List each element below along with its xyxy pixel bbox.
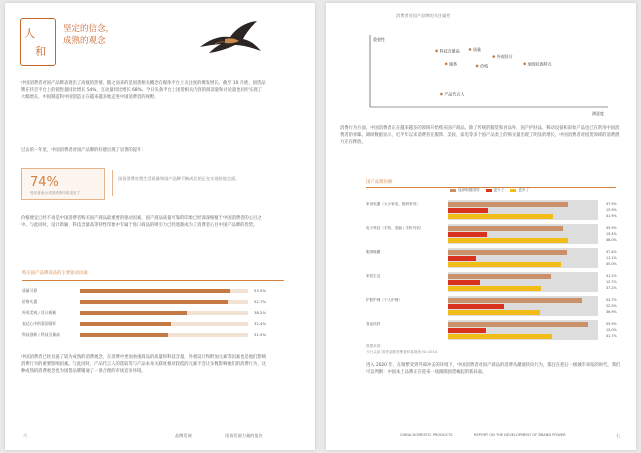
section-title-line-1: 坚定的信念，	[63, 24, 115, 34]
share-bar-value: 41.1%	[606, 274, 617, 278]
share-bar-value: 47.9%	[606, 202, 617, 206]
share-bar-value: 15.9%	[606, 208, 617, 212]
source-label: 数据来源：	[366, 344, 384, 348]
share-group-label: 家居生活	[366, 274, 381, 278]
drivers-chart-heading: 购买国产品牌商品的主要驱动因素	[22, 271, 88, 276]
share-group-label: 服饰鞋帽	[366, 250, 381, 254]
share-bar-value: 47.4%	[606, 250, 617, 254]
legend-swatch	[510, 189, 516, 192]
driver-bar-track	[80, 311, 248, 315]
share-bar-value: 15.0%	[606, 328, 617, 332]
share-bar	[448, 322, 588, 327]
share-bar	[448, 274, 551, 279]
scatter-point	[492, 55, 495, 58]
share-bar	[448, 232, 487, 237]
driver-bar-label: 科技创新 / 科技含量高	[22, 332, 60, 337]
share-bar	[448, 334, 552, 339]
scatter-point	[476, 65, 479, 68]
drivers-chart-rule	[22, 280, 284, 281]
section-title-line-2: 成熟的观念	[63, 36, 106, 46]
share-chart-legend	[444, 188, 529, 193]
legend-swatch	[450, 189, 456, 192]
driver-bar-row	[22, 320, 282, 329]
share-bar	[448, 328, 486, 333]
scatter-point	[523, 63, 526, 66]
driver-bar-fill	[80, 322, 171, 326]
share-bar-value: 41.7%	[606, 334, 617, 338]
share-bar-value: 11.1%	[606, 256, 617, 260]
share-bar	[448, 280, 480, 285]
scatter-point-label: 科技含量高	[439, 48, 460, 54]
swallow-illustration	[195, 17, 265, 57]
share-bar-value: 53.7%	[606, 298, 617, 302]
section-title	[63, 23, 114, 47]
left-page	[5, 3, 315, 450]
right-paragraph-1: 消费行为方面，中国消费者正在越来越多的领域开始购买国产商品。除了传统的服装和食品外，国产护肤品、移动设备和彩妆产品也已在常用中国消费者的青睐。调研数据显示，近半年以来消费者在服饰、美妆、家电等多个国产品类上的购买量出现了明显的增长，中国消费者对国货领域的消费潜力正在释放。	[340, 126, 620, 145]
title-seal	[20, 18, 56, 66]
share-bar	[448, 298, 582, 303]
share-bar	[448, 226, 563, 231]
share-bar-value: 37.2%	[606, 286, 617, 290]
share-group-label: 护肤护理（个人护理）	[366, 298, 402, 302]
share-group-label: 电子科技（手机、电脑 / 手机耳机）	[366, 226, 424, 230]
driver-bar-track	[80, 322, 248, 326]
driver-bar-label: 质量可靠	[22, 288, 38, 293]
share-bar	[448, 262, 561, 267]
footer-right-mid: REPORT ON THE DEVELOPMENT OF BRAND POWER	[474, 433, 566, 437]
scatter-x-axis-label: 满意度	[592, 111, 604, 116]
right-page	[326, 3, 636, 450]
scatter-point	[435, 50, 438, 53]
share-bar-value: 15.4%	[606, 232, 617, 236]
scatter-point-label: 外观设计	[496, 54, 513, 60]
scatter-point-label: 展现民族特点	[527, 61, 552, 67]
paragraph-4: 中国消费者已经具备了较为成熟的消费观念，在消费中更加看重商品的质量和科技含量，外观设计和附加元素等因素也是他们影响消费行为的重要影响因素。与此同时，产品代言人的选取等与产品本身关联度相对较低的元素不会让多数影响他们的消费行为，这种成熟的消费观念也为国货品牌铺通了一条合理的市场竞争环境。	[21, 355, 266, 374]
share-bar-value: 12.7%	[606, 280, 617, 284]
driver-bar-row	[22, 287, 282, 296]
stat-label: 受访者表示对国货的印象变好了	[30, 191, 81, 195]
share-bar-value: 22.5%	[606, 304, 617, 308]
share-bar-value: 45.9%	[606, 226, 617, 230]
stat-divider	[112, 170, 113, 196]
driver-bar-row	[22, 309, 282, 318]
driver-bar-value: 38.2%	[254, 310, 267, 315]
share-group-label: 食品饮料	[366, 322, 381, 326]
scatter-point	[445, 63, 448, 66]
scatter-y-axis-label: 重要性	[373, 37, 385, 42]
share-chart-heading: 国产品牌份额	[366, 180, 393, 185]
legend-label: 选择相继国货	[458, 188, 480, 192]
paragraph-3: 价格便宜已经不再是中国消费者购买国产商品最重要的驱动因素，国产商品质量可靠的印象已经深深根植于中国消费者的心目之中。与此同时，设计新颖、科技含量高等特性印象中专属于进口商品的吸引力已经逐渐成为了消费者心目中国产品牌的优势。	[21, 216, 262, 228]
share-bar	[448, 214, 553, 219]
scatter-point	[440, 93, 443, 96]
driver-bar-row	[22, 298, 282, 307]
driver-bar-label: 表达心中的爱国情怀	[22, 321, 57, 326]
share-bar-value: 48.0%	[606, 238, 617, 242]
paragraph-1: 中国消费者对国产品牌表现出了高涨的热情，随之而来的是国货相关概念在媒体平台上关注度的爆发增长。截至 10 月底，国货品牌在抖音平台上的销售量同比增长 54%，互动量同比增长 68%。今日头条平台上国货相关内容的阅读量和讨论量也同步实现了大幅增长，中国制造和中国创造正在越来越多地走进中国消费者的视野。	[21, 81, 266, 100]
driver-bar-label: 价格实惠	[22, 299, 38, 304]
attribute-scatter-chart	[340, 27, 610, 119]
share-bar	[448, 238, 568, 243]
driver-bar-value: 52.7%	[254, 299, 267, 304]
scatter-point-label: 质量	[472, 46, 481, 52]
share-bar	[448, 304, 504, 309]
scatter-point-label: 产品代言人	[444, 91, 465, 97]
title-seal-char-1: 人	[24, 27, 35, 40]
driver-bar-track	[80, 289, 248, 293]
driver-bar-track	[80, 333, 248, 337]
stat-callout	[21, 168, 105, 200]
driver-bar-fill	[80, 300, 228, 304]
right-paragraph-2: 进入 2020 年，在频繁受到外部冲击的环境下，中国消费者对国产商品的消费从潮流转向行为，都注在把后一级城市来临的时代，我们可以判断：中国本土品牌正在迎来一场跟随国货崛起的新局面。	[366, 363, 621, 375]
share-bar-value: 55.9%	[606, 322, 617, 326]
share-bar	[448, 202, 568, 207]
paragraph-2: 过去的一年里，中国消费者对国产品牌的好感出现了显著的提升：	[21, 148, 146, 153]
legend-swatch	[486, 189, 492, 192]
share-bar-value: 41.9%	[606, 214, 617, 218]
page-number-left: 六	[23, 433, 28, 438]
source-text: 今日头条 国货品牌消费者问卷调查 N=1014	[366, 350, 438, 354]
footer-left-right: 国货发展力量的报告	[225, 433, 263, 438]
page-number-right: 七	[616, 433, 621, 438]
scatter-point-label: 服务	[449, 61, 458, 67]
driver-bar-label: 外形美观 / 设计新颖	[22, 310, 57, 315]
title-seal-char-2: 和	[35, 45, 46, 58]
scatter-title: 消费者对国产品牌的关注属性	[396, 13, 451, 18]
share-bar	[448, 256, 476, 261]
share-bar	[448, 208, 488, 213]
share-bar	[448, 310, 540, 315]
driver-bar-value: 53.5%	[254, 288, 267, 293]
share-bar-value: 45.0%	[606, 262, 617, 266]
scatter-points	[435, 46, 552, 97]
stat-description: 国货消费对我生活质量和国产品牌不断成长的正在实现价值全面。	[118, 176, 240, 181]
legend-label: 更少了	[493, 188, 505, 192]
footer-left-mid: 品牌发展	[175, 433, 192, 438]
driver-bar-fill	[80, 311, 187, 315]
driver-bar-fill	[80, 289, 230, 293]
scatter-point-label: 价格	[480, 63, 489, 69]
driver-bar-value: 32.4%	[254, 321, 267, 326]
footer-right-left: CHINA DOMESTIC PRODUCTS	[400, 433, 453, 437]
driver-bar-fill	[80, 333, 168, 337]
driver-bar-value: 31.5%	[254, 332, 267, 337]
driver-bar-row	[22, 331, 282, 340]
share-bar	[448, 250, 567, 255]
share-group-label: 家用电器（大小家电、数码家具）	[366, 202, 420, 206]
driver-bar-track	[80, 300, 248, 304]
legend-label: 更多了	[518, 188, 530, 192]
stat-value: 74%	[30, 175, 59, 190]
scatter-point	[469, 48, 472, 51]
share-bar	[448, 286, 541, 291]
share-bar-value: 36.9%	[606, 310, 617, 314]
